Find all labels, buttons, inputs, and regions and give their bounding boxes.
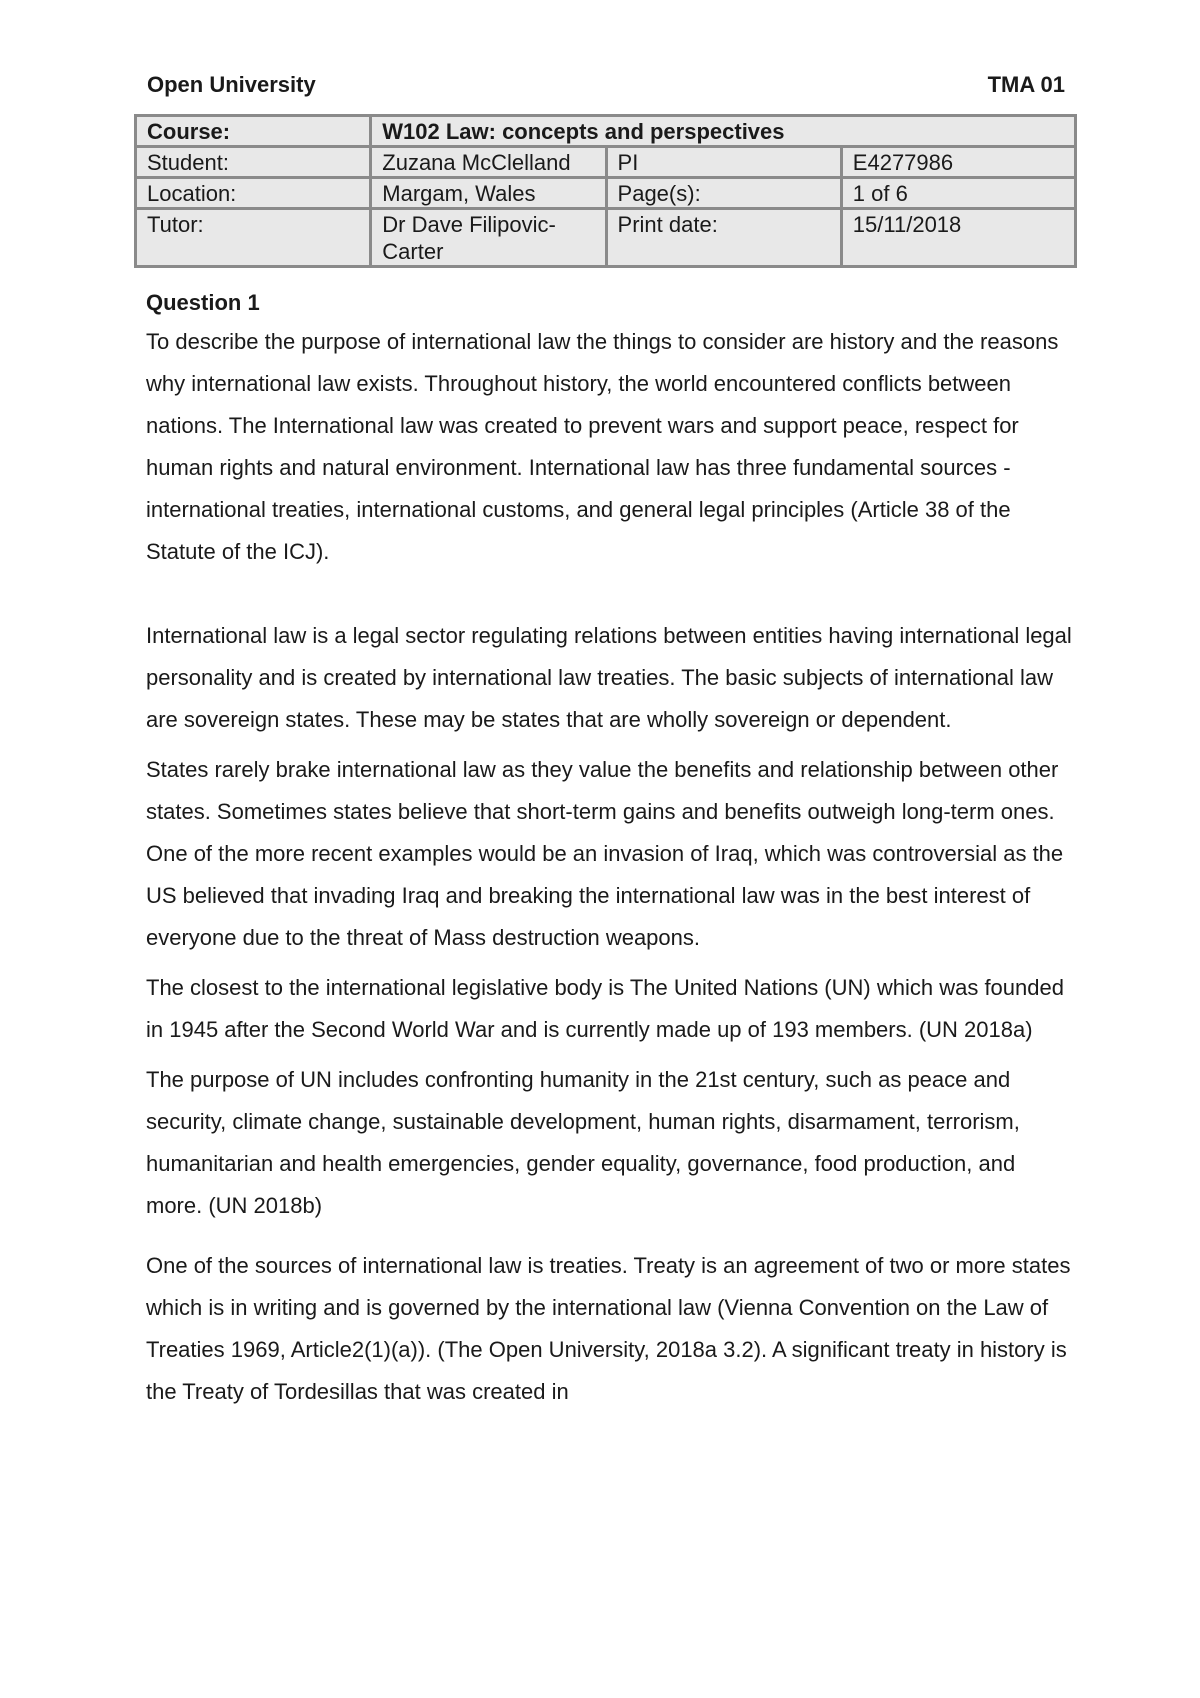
course-value: W102 Law: concepts and perspectives	[371, 116, 1076, 147]
paragraph-3: States rarely brake international law as they value the benefits and relationship between other states. Sometimes states believe that short-term gains and benefits outweigh long-term ones. One of the more recent examples would be an invasion of Iraq, which was controversial as the US believed that invading Iraq and breaking the international law was in the best interest of everyone due to the threat of Mass destruction weapons.	[146, 757, 1064, 950]
question-title: Question 1	[146, 290, 260, 315]
tutor-value: Dr Dave Filipovic-Carter	[371, 209, 606, 267]
paragraph-6: One of the sources of international law is treaties. Treaty is an agreement of two or more states which is in writing and is governed by the international law (Vienna Convention on the Law of Treaties 1969, Article2(1)(a)). (The Open University, 2018a 3.2). A significant treaty in history is the Treaty of Tordesillas that was created in	[146, 1253, 1071, 1404]
table-row-tutor	[136, 209, 1076, 267]
tutor-label: Tutor:	[136, 209, 371, 267]
table-row-course	[136, 116, 1076, 147]
pages-value: 1 of 6	[841, 178, 1075, 209]
location-label: Location:	[136, 178, 371, 209]
pages-label: Page(s):	[606, 178, 841, 209]
institution-name: Open University	[147, 72, 316, 97]
print-date-value: 15/11/2018	[841, 209, 1075, 267]
paragraph-1: To describe the purpose of international law the things to consider are history and the reasons why international law exists. Throughout history, the world encountered conflicts between nations. The International law was created to prevent wars and support peace, respect for human rights and natural environment. International law has three fundamental sources - international treaties, international customs, and general legal principles (Article 38 of the Statute of the ICJ).	[146, 329, 1059, 564]
pi-value: E4277986	[841, 147, 1075, 178]
question-body	[146, 287, 1076, 1413]
paragraph-4: The closest to the international legislative body is The United Nations (UN) which was founded in 1945 after the Second World War and is currently made up of 193 members. (UN 2018a)	[146, 975, 1064, 1042]
table-row-location	[136, 178, 1076, 209]
location-value: Margam, Wales	[371, 178, 606, 209]
student-value: Zuzana McClelland	[371, 147, 606, 178]
course-label: Course:	[136, 116, 371, 147]
assignment-info-table	[134, 114, 1077, 268]
assignment-code: TMA 01	[987, 72, 1065, 97]
pi-label: PI	[606, 147, 841, 178]
paragraph-2: International law is a legal sector regulating relations between entities having international legal personality and is created by international law treaties. The basic subjects of international law are sovereign states. These may be states that are wholly sovereign or dependent.	[146, 623, 1072, 732]
print-date-label: Print date:	[606, 209, 841, 267]
page-header	[147, 72, 1065, 102]
student-label: Student:	[136, 147, 371, 178]
paragraph-5: The purpose of UN includes confronting humanity in the 21st century, such as peace and security, climate change, sustainable development, human rights, disarmament, terrorism, humanitarian and health emergencies, gender equality, governance, food production, and more. (UN 2018b)	[146, 1067, 1020, 1218]
table-row-student	[136, 147, 1076, 178]
